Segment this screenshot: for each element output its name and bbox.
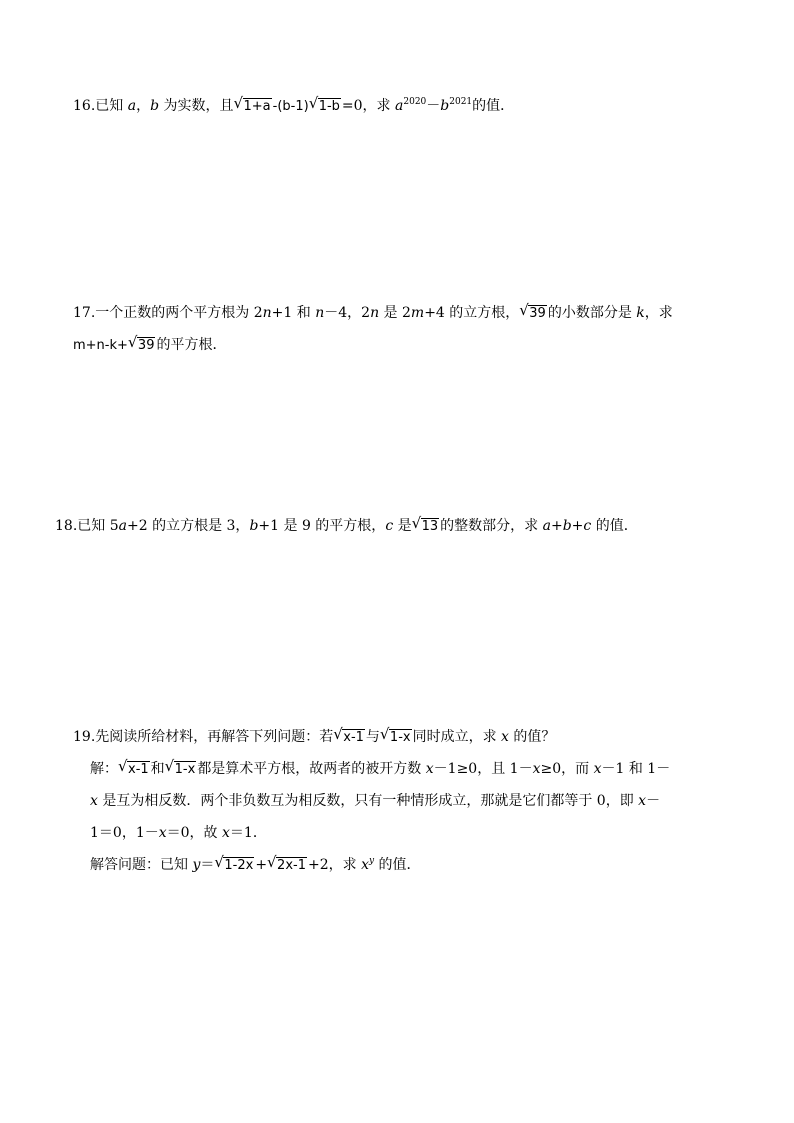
radicand: x-1 (128, 762, 149, 777)
radical-sign: √ (411, 514, 422, 532)
var-b: b (562, 518, 572, 534)
text: ＝ (200, 857, 215, 873)
sqrt-expression (165, 759, 197, 779)
var-x: x (638, 793, 647, 809)
var-x: x (532, 761, 541, 777)
var-a: a (127, 98, 137, 114)
text: +4 的立方根， (424, 305, 520, 321)
radicand: 39 (529, 306, 546, 321)
sqrt-expression (519, 303, 547, 323)
var-b: b (440, 98, 450, 114)
radical-sign: √ (267, 853, 277, 871)
text: +2，求 (307, 857, 362, 873)
question-number: 19. (73, 729, 96, 745)
radicand: 1-2x (224, 858, 254, 873)
text: +1 是 9 的平方根， (258, 518, 386, 534)
text: 一个正数的两个平方根为 2 (95, 305, 263, 321)
radicand: 1+a (243, 99, 271, 114)
question-number: 17. (73, 305, 96, 321)
text: =0，求 (341, 98, 396, 114)
text: 1＝0，1－ (90, 825, 159, 841)
var-x: x (361, 857, 369, 873)
exponent: 2021 (449, 97, 473, 107)
text: －1≥0，且 1－ (433, 761, 533, 777)
text: 的整数部分，求 (440, 518, 543, 534)
text: 的小数部分是 (547, 305, 637, 321)
var-x: x (158, 825, 167, 841)
sqrt-expression (128, 335, 156, 355)
text: 的值？ (508, 729, 556, 745)
text: ＝0，故 (166, 825, 222, 841)
var-x: x (501, 729, 509, 745)
var-y: y (192, 857, 201, 873)
text: 是 2 (379, 305, 411, 321)
radicand: 13 (421, 519, 439, 534)
question-19-line-1 (73, 727, 555, 747)
text: 已知 5 (77, 518, 119, 534)
text: +1 和 (271, 305, 316, 321)
radical-sign: √ (333, 725, 343, 743)
text: 的值． (472, 98, 515, 114)
text: ＝1． (229, 825, 267, 841)
radicand: 2x-1 (277, 858, 306, 873)
text: 的值． (591, 518, 638, 534)
text: 都是算术平方根，故两者的被开方数 (197, 761, 426, 777)
text: 是 (393, 518, 412, 534)
sqrt-expression (412, 516, 440, 536)
question-19-line-5 (90, 855, 421, 875)
radicand: 1-b (318, 99, 340, 114)
text: －4，2 (324, 305, 371, 321)
radical-sign: √ (519, 301, 529, 319)
text: 的值． (374, 857, 421, 873)
sqrt-expression (214, 855, 254, 875)
var-b: b (249, 518, 259, 534)
question-number: 16. (73, 98, 96, 114)
radical-sign: √ (214, 853, 224, 871)
radical-sign: √ (127, 333, 138, 351)
text: －1 和 1－ (601, 761, 671, 777)
var-x: x (222, 825, 230, 841)
radical-sign: √ (308, 94, 319, 112)
exponent: 2020 (403, 97, 427, 107)
radicand: 39 (137, 338, 155, 353)
var-c: c (583, 518, 592, 534)
sqrt-expression (234, 96, 272, 116)
radical-sign: √ (164, 757, 175, 775)
var-n: n (315, 305, 325, 321)
text: － (426, 98, 441, 114)
sqrt-expression (118, 759, 150, 779)
radicand: 1-x (174, 762, 196, 777)
var-k: k (636, 305, 645, 321)
radical-sign: √ (118, 757, 128, 775)
question-19-line-4 (90, 823, 267, 843)
text: ， (136, 98, 151, 114)
text: ≥0，而 (540, 761, 594, 777)
text: +2 的立方根是 3， (126, 518, 250, 534)
text: 同时成立，求 (412, 729, 502, 745)
radicand: 1-x (389, 730, 411, 745)
var-n: n (262, 305, 272, 321)
var-x: x (90, 793, 98, 809)
text: 的平方根． (156, 337, 227, 353)
question-19-line-3 (90, 791, 660, 811)
radical-sign: √ (379, 725, 390, 743)
question-number: 18. (55, 518, 78, 534)
exponent: y (368, 856, 375, 866)
text: 是互为相反数．两个非负数互为相反数，只有一种情形成立，那就是它们都等于 0，即 (97, 793, 639, 809)
text: + (550, 518, 563, 534)
text: 先阅读所给材料，再解答下列问题：若 (95, 729, 334, 745)
question-17-line-2 (73, 335, 226, 355)
question-19-line-2 (90, 759, 670, 779)
var-a: a (542, 518, 551, 534)
text: -(b-1) (272, 99, 309, 114)
text: 解： (90, 761, 118, 777)
text: ，求 (644, 305, 673, 321)
text: － (646, 793, 661, 809)
text: m+n-k+ (73, 338, 128, 353)
var-b: b (150, 98, 160, 114)
var-c: c (385, 518, 394, 534)
sqrt-expression (333, 727, 365, 747)
sqrt-expression (309, 96, 341, 116)
var-m: m (410, 305, 425, 321)
radical-sign: √ (233, 94, 244, 112)
text: 为实数，且 (159, 98, 234, 114)
question-16 (73, 96, 514, 116)
var-x: x (593, 761, 602, 777)
text: 已知 (95, 98, 128, 114)
question-18 (55, 516, 638, 536)
sqrt-expression (267, 855, 307, 875)
text: + (571, 518, 584, 534)
text: 解答问题：已知 (90, 857, 193, 873)
text: 与 (365, 729, 380, 745)
radicand: x-1 (343, 730, 364, 745)
var-a: a (118, 518, 127, 534)
var-a: a (395, 98, 404, 114)
sqrt-expression (380, 727, 412, 747)
text: 和 (150, 761, 165, 777)
text: + (255, 857, 268, 873)
question-17-line-1 (73, 303, 673, 323)
var-x: x (425, 761, 434, 777)
var-n: n (370, 305, 380, 321)
